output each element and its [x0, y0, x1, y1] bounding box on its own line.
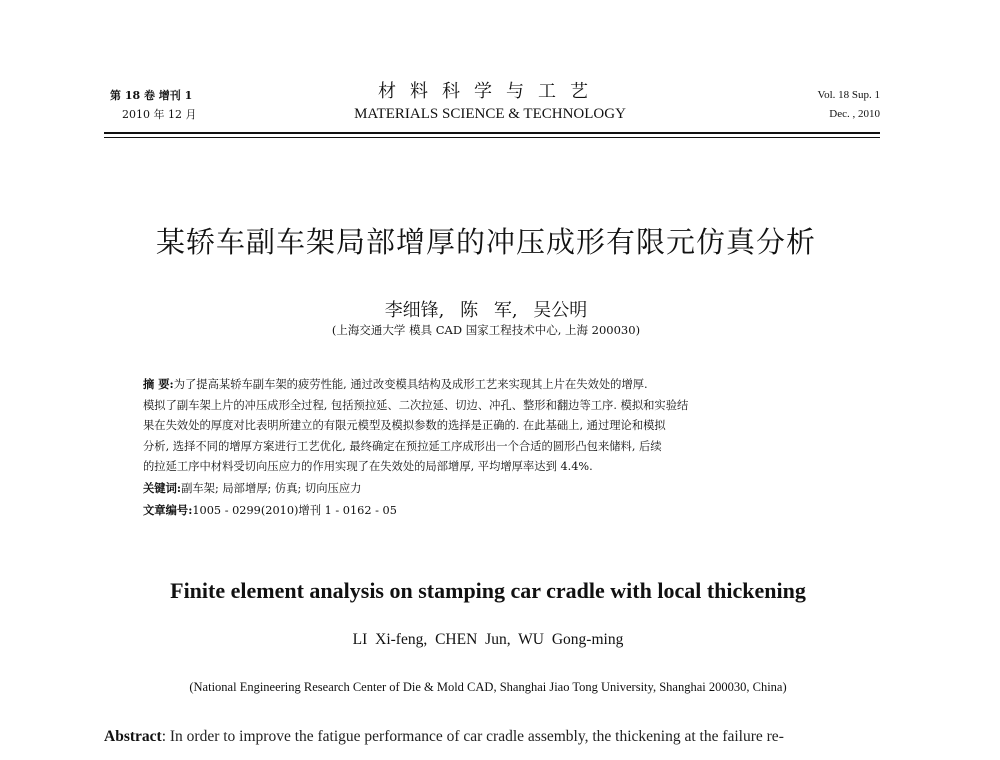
date-cn: 2010 年 12 月: [122, 108, 197, 121]
abstract-cn-label: 摘 要:: [143, 377, 174, 391]
abstract-en-label: Abstract: [104, 728, 162, 745]
article-number-value: 1005 - 0299(2010)增刊 1 - 0162 - 05: [192, 503, 397, 517]
affiliation-en: (National Engineering Research Center of Die & Mold CAD, Shanghai Jiao Tong University, Shanghai 200030, China): [189, 680, 787, 694]
abstract-cn: [143, 374, 837, 521]
journal-name-cn: 材料科学与工艺: [378, 81, 602, 102]
keywords-label: 关键词:: [143, 480, 182, 495]
volume-cn: 第 18 卷 增刊 1: [110, 89, 193, 102]
header-rule-thick: [104, 132, 880, 134]
article-number-label: 文章编号:: [143, 502, 193, 517]
journal-name: [300, 80, 680, 124]
abstract-cn-line: 分析, 选择不同的增厚方案进行工艺优化, 最终确定在预拉延工序成形出一个合适的圆形凸包来储料, 后续: [143, 439, 662, 453]
paper-title-cn: 某轿车副车架局部增厚的冲压成形有限元仿真分析: [155, 225, 816, 259]
abstract-cn-line: 模拟了副车架上片的冲压成形全过程, 包括预拉延、二次拉延、切边、冲孔、整形和翻边等工序. 模拟和实验结: [143, 398, 689, 412]
paper-title-en: Finite element analysis on stamping car cradle with local thickening: [170, 578, 806, 603]
journal-volume-en: [760, 86, 880, 124]
authors-en: LI Xi-feng, CHEN Jun, WU Gong-ming: [352, 631, 624, 648]
volume-en: Vol. 18 Sup. 1: [817, 89, 880, 101]
keywords-value: 副车架; 局部增厚; 仿真; 切向压应力: [181, 481, 362, 495]
journal-name-en: MATERIALS SCIENCE & TECHNOLOGY: [354, 106, 626, 122]
abstract-cn-line: 的拉延工序中材料受切向压应力的作用实现了在失效处的局部增厚, 平均增厚率达到 4.4%.: [143, 460, 593, 474]
abstract-en: [104, 726, 880, 748]
header-rule-thin: [104, 137, 880, 138]
abstract-cn-line: 果在失效处的厚度对比表明所建立的有限元模型及模拟参数的选择是正确的. 在此基础上, 通过理论和模拟: [143, 419, 666, 433]
abstract-en-text: : In order to improve the fatigue performance of car cradle assembly, the thickening at the failure re-: [161, 728, 784, 745]
affiliation-cn: (上海交通大学 模具 CAD 国家工程技术中心, 上海 200030): [331, 323, 641, 337]
article-number: [143, 500, 837, 522]
date-en: Dec. , 2010: [829, 108, 880, 120]
authors-cn: 李细锋, 陈 军, 吴公明: [384, 300, 588, 321]
journal-volume-cn: [110, 86, 196, 124]
abstract-cn-line: 为了提高某轿车副车架的疲劳性能, 通过改变模具结构及成形工艺来实现其上片在失效处的增厚.: [173, 378, 648, 391]
keywords-cn: [143, 478, 837, 500]
